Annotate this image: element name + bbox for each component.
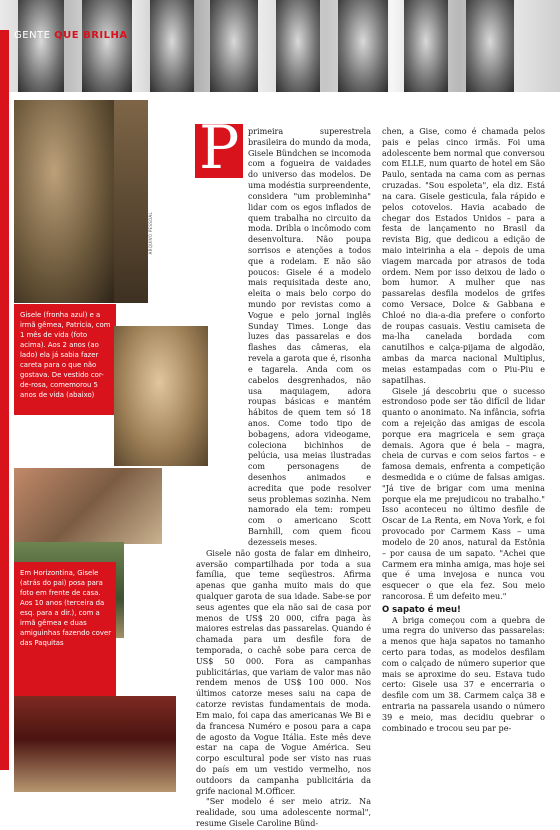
section-subhead: O sapato é meu! bbox=[382, 604, 461, 615]
face-photo bbox=[466, 0, 514, 92]
caption-horizontina: Em Horizontina, Gisele (atrás do pai) posa para foto em frente de casa. Aos 10 anos (terceira da esq. para a dir.), com a irmã gêmea e duas amiguinhas fazendo cover das Paquitas bbox=[14, 562, 116, 696]
article-paragraph: chen, a Gise, como é chamada pelos pais e pelas cinco irmãs. Foi uma adolescente bem normal que conversou com ELLE, num quarto de hotel em São Paulo, sentada na cama com as pernas cruzadas. "Sou espoleta", ela diz. Está na cara. Gisele gesticula, fala rápido e pelos cotovelos. Havia acabado de chegar dos Estados Unidos – para a festa de lançamento no Brasil da revista Big, que dedicou a edição de maio inteirinha a ela – depois de uma viagem marcada por atrasos de toda ordem. Nem por isso deixou de lado o bom humor. A mulher que nas passarelas desfila modelos de grifes como Versace, Dolce & Gabbana e Chloé no dia-a-dia prefere o conforto de roupas casuais. Vestiu camiseta de ma-lha canelada bordada com canutilhos e calça-pijama de algodão, ambas da marca nacional Multiplus, meias estampadas com o Piu-Piu e sapatilhas. bbox=[382, 127, 545, 385]
drop-cap-letter: P bbox=[199, 113, 240, 183]
red-side-bar bbox=[0, 30, 9, 770]
face-photo bbox=[276, 0, 320, 92]
article-paragraph: Gisele já descobriu que o sucesso estrondoso pode ser tão difícil de lidar quanto o anonimato. Na infância, sofria com a rejeição das amigas de escola porque era magricela e sem graça demais. Agora que é bela – magra, cheia de curvas e com seios fartos – e famosa demais, enfrenta a competição desmedida e o ciúme de falsas amigas. "Já tive de brigar com uma menina porque ela me prejudicou no trabalho." Isso aconteceu no último desfile de Oscar de La Renta, em Nova York, e foi provocado por Carmem Kass – uma modelo de 20 anos, natural da Estônia – por causa de um sapato. "Achei que Carmem era minha amiga, mas hoje sei que é uma invejosa e nunca vou esquecer o que ela fez. Sou meio rancorosa. É um defeito meu." bbox=[382, 386, 545, 601]
face-photo bbox=[150, 0, 194, 92]
article-paragraph: A briga começou com a quebra de uma regra do universo das passarelas: a menos que haja sapatos no tamanho certo para todas, as modelos desfilam com o calçado de número superior que mais se aproxime do seu. Estava tudo certo: Gisele usa 37 e encerraria o desfile com um 38. Carmem calça 38 e entraria na passarela usando o número 39 e meio, mas decidiu quebrar o combinado e trocou seu par pe- bbox=[382, 615, 545, 733]
face-photo bbox=[404, 0, 448, 92]
section-kicker bbox=[14, 30, 128, 41]
photo-age-two bbox=[114, 326, 208, 466]
article-column-2 bbox=[382, 127, 545, 735]
face-photo bbox=[210, 0, 258, 92]
photo-twins-baby-edge bbox=[114, 100, 148, 303]
face-photo bbox=[82, 0, 132, 92]
photo-fifth-birthday bbox=[14, 468, 162, 544]
face-photo bbox=[338, 0, 388, 92]
header-photo-strip bbox=[0, 0, 560, 92]
article-paragraph: "Ser modelo é ser meio atriz. Na realidade, sou uma adolescente normal", resume Gisele Caroline Bünd- bbox=[196, 797, 371, 828]
article-paragraph: primeira superestrela brasileira do mundo da moda, Gisele Bündchen se incomoda com a fogueira de vaidades do universo das modelos. De uma modéstia surpreendente, considera "um probleminha" lidar com os egos inflados de quem trabalha no circuito da moda. Dribla o incômodo com desenvoltura. Não poupa sorrisos e atenções a todos que a rodeiam. E não são poucos: Gisele é a modelo mais requisitada deste ano, eleita o mais belo corpo do mundo por revistas como a Vogue e pelo jornal inglês Sunday Times. Longe das luzes das passarelas e dos flashes das câmeras, ela revela a garota que é, risonha e tagarela. Anda com os cabelos desgrenhados, não usa maquiagem, adora roupas básicas e mantém hábitos de quem tem só 18 anos. Come todo tipo de bobagens, adora videogame, coleciona bichinhos de pelúcia, usa meias ilustradas com personagens de desenhos animados e acredita que pode resolver seus problemas sozinha. Nem namorado ela tem: rompeu com o americano Scott Barnhill, com quem ficou dezesseis meses. bbox=[248, 127, 371, 547]
kicker-que-brilha: QUE BRILHA bbox=[54, 30, 128, 41]
photo-paquitas-cover bbox=[14, 696, 176, 792]
kicker-gente: GENTE bbox=[14, 30, 55, 41]
caption-childhood: Gisele (fronha azul) e a irmã gêmea, Patricia, com 1 mês de vida (foto acima). Aos 2 anos (ao lado) ela já sabia fazer careta para o que não gostava. De vestido cor-de-rosa, comemorou 5 anos de vida (abaixo) bbox=[14, 304, 116, 415]
photo-credit: ARQUIVO PESSOAL bbox=[148, 212, 153, 255]
face-photo bbox=[18, 0, 64, 92]
photo-twins-baby bbox=[14, 100, 114, 303]
article-column-1 bbox=[196, 127, 371, 830]
article-paragraph: Gisele não gosta de falar em dinheiro, aversão compartilhada por toda a sua família, que teme seqüestros. Afirma apenas que ganha muito mais do que qualquer garota de sua idade. Sabe-se por seus agentes que ela não sai de casa por menos de US$ 20 000, cifra paga às maiores estrelas das passarelas. Quando é chamada para um desfile fora de temporada, o cachê sobe para cerca de US$ 50 000. Fora as campanhas publicitárias, que variam de valor mas não rendem menos de US$ 100 000. Nos últimos catorze meses saiu na capa de catorze revistas fundamentais de moda. Em maio, foi capa das americanas We Bi e da francesa Numéro e posou para a capa de agosto da Vogue Itália. Este mês deve estar na capa de Vogue América. Seu corpo escultural pode ser visto nas ruas do país em um vestido vermelho, nos outdoors da campanha publicitária da grife nacional M.Officer. bbox=[196, 548, 371, 796]
